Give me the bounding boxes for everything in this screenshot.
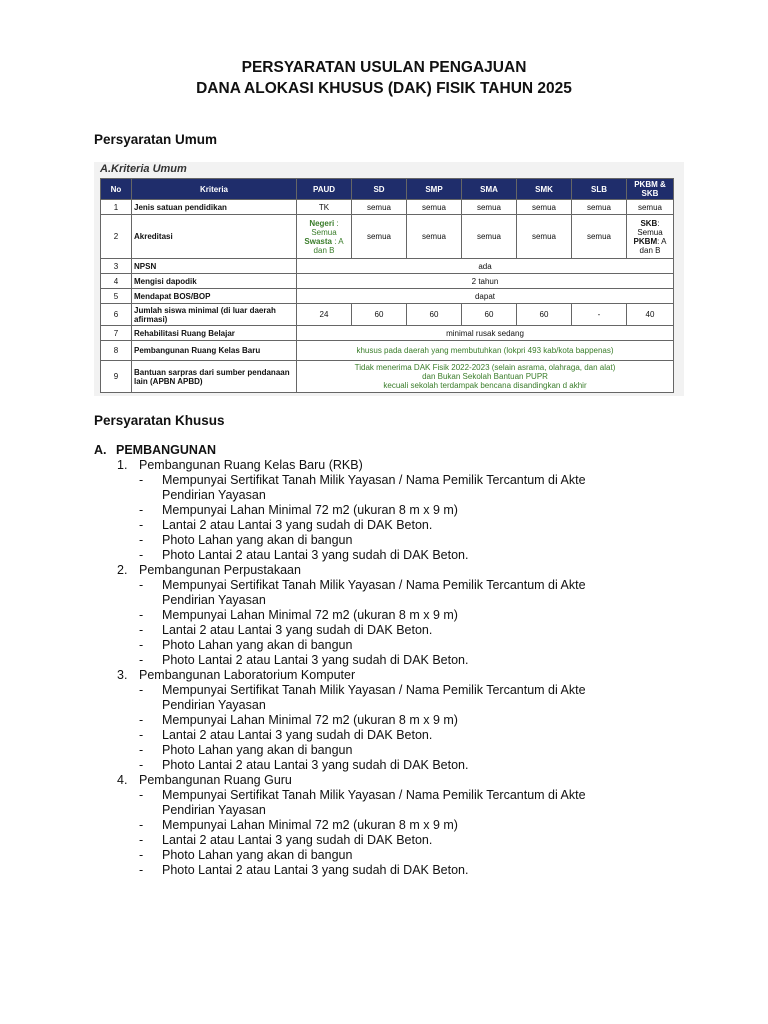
table-row [101, 289, 674, 304]
list-item-number [117, 458, 363, 473]
cell: 40 [627, 304, 674, 326]
cell: semua [407, 215, 462, 259]
requirement-continuation: Pendirian Yayasan [162, 698, 266, 712]
cell: 60 [517, 304, 572, 326]
section-label: A. [94, 443, 107, 457]
requirement: Photo Lahan yang akan di bangun [162, 533, 353, 547]
requirement: Lantai 2 atau Lantai 3 yang sudah di DAK Beton. [162, 518, 433, 532]
dash-bullet: - [139, 713, 144, 727]
item-number: 2. [117, 563, 128, 577]
cell: semua [462, 215, 517, 259]
cell: semua [407, 200, 462, 215]
item-title: Pembangunan Ruang Guru [139, 773, 292, 787]
requirement: Photo Lantai 2 atau Lantai 3 yang sudah di DAK Beton. [162, 653, 469, 667]
cell-span: minimal rusak sedang [297, 326, 674, 341]
cell-kriteria: Jenis satuan pendidikan [132, 200, 297, 215]
cell-span: ada [297, 259, 674, 274]
cell-no: 7 [101, 326, 132, 341]
cell-no: 3 [101, 259, 132, 274]
table-row [101, 200, 674, 215]
col-header: SMA [462, 179, 517, 200]
requirement-continuation: Pendirian Yayasan [162, 488, 266, 502]
dash-bullet: - [139, 788, 144, 802]
requirement: Mempunyai Sertifikat Tanah Milik Yayasan / Nama Pemilik Tercantum di Akte [162, 473, 586, 487]
requirement-continuation: Pendirian Yayasan [162, 803, 266, 817]
cell-span [297, 361, 674, 393]
dash-bullet: - [139, 473, 144, 487]
table-row [101, 341, 674, 361]
requirement: Lantai 2 atau Lantai 3 yang sudah di DAK Beton. [162, 623, 433, 637]
list-item [139, 503, 458, 518]
col-header: PKBM & SKB [627, 179, 674, 200]
requirement: Photo Lantai 2 atau Lantai 3 yang sudah di DAK Beton. [162, 548, 469, 562]
table-row [101, 259, 674, 274]
col-header: SMP [407, 179, 462, 200]
negeri-value: : Semua [311, 218, 339, 237]
list-item [139, 863, 468, 878]
requirement: Mempunyai Sertifikat Tanah Milik Yayasan / Nama Pemilik Tercantum di Akte [162, 578, 586, 592]
span-line: Tidak menerima DAK Fisik 2022-2023 (selain asrama, olahraga, dan alat) [354, 363, 616, 372]
cell-kriteria: NPSN [132, 259, 297, 274]
document-title-line2: DANA ALOKASI KHUSUS (DAK) FISIK TAHUN 2025 [196, 80, 572, 97]
item-title: Pembangunan Laboratorium Komputer [139, 668, 356, 682]
negeri-label: Negeri [309, 218, 335, 228]
cell: semua [517, 215, 572, 259]
list-item-number [117, 563, 301, 578]
requirement: Mempunyai Lahan Minimal 72 m2 (ukuran 8 m x 9 m) [162, 818, 458, 832]
list-item [139, 473, 586, 488]
dash-bullet: - [139, 548, 144, 562]
col-header: No [101, 179, 132, 200]
list-item [139, 608, 458, 623]
dash-bullet: - [139, 638, 144, 652]
cell-kriteria: Bantuan sarpras dari sumber pendanaan lain (APBN APBD) [132, 361, 297, 393]
requirement: Photo Lantai 2 atau Lantai 3 yang sudah di DAK Beton. [162, 758, 469, 772]
list-item [139, 518, 432, 533]
col-header: SMK [517, 179, 572, 200]
swasta-value: : A dan B [313, 236, 344, 255]
list-item [139, 578, 586, 593]
cell: semua [627, 200, 674, 215]
list-item [139, 728, 432, 743]
requirement: Photo Lahan yang akan di bangun [162, 743, 353, 757]
list-item [139, 788, 586, 803]
cell-no: 6 [101, 304, 132, 326]
skb-label: SKB [640, 218, 658, 228]
list-item [139, 548, 468, 563]
cell: TK [297, 200, 352, 215]
requirement: Mempunyai Lahan Minimal 72 m2 (ukuran 8 m x 9 m) [162, 503, 458, 517]
cell: semua [352, 200, 407, 215]
dash-bullet: - [139, 683, 144, 697]
dash-bullet: - [139, 653, 144, 667]
dash-bullet: - [139, 833, 144, 847]
cell: 60 [462, 304, 517, 326]
table-row [101, 304, 674, 326]
kriteria-umum-table-image [94, 162, 684, 396]
dash-bullet: - [139, 728, 144, 742]
requirement: Photo Lahan yang akan di bangun [162, 638, 353, 652]
cell: semua [572, 215, 627, 259]
requirement: Lantai 2 atau Lantai 3 yang sudah di DAK Beton. [162, 833, 433, 847]
cell: semua [462, 200, 517, 215]
cell-paud-akreditasi [297, 215, 352, 259]
list-item [139, 743, 352, 758]
cell-pkbm-akreditasi [627, 215, 674, 259]
table-header-row [101, 179, 674, 200]
col-header: Kriteria [132, 179, 297, 200]
heading-persyaratan-khusus: Persyaratan Khusus [94, 413, 225, 428]
cell: semua [517, 200, 572, 215]
cell-no: 2 [101, 215, 132, 259]
cell-no: 8 [101, 341, 132, 361]
list-item [139, 638, 352, 653]
span-line: dan Bukan Sekolah Bantuan PUPR [422, 372, 548, 381]
pkbm-label: PKBM [633, 236, 658, 246]
kriteria-umum-table [100, 178, 674, 393]
cell: 60 [352, 304, 407, 326]
requirement: Lantai 2 atau Lantai 3 yang sudah di DAK Beton. [162, 728, 433, 742]
requirement: Photo Lahan yang akan di bangun [162, 848, 353, 862]
col-header: SLB [572, 179, 627, 200]
cell-no: 1 [101, 200, 132, 215]
cell: - [572, 304, 627, 326]
cell: semua [352, 215, 407, 259]
item-number: 4. [117, 773, 128, 787]
cell-kriteria: Rehabilitasi Ruang Belajar [132, 326, 297, 341]
span-line: kecuali sekolah terdampak bencana disandingkan d akhir [383, 381, 587, 390]
dash-bullet: - [139, 743, 144, 757]
requirement: Mempunyai Sertifikat Tanah Milik Yayasan / Nama Pemilik Tercantum di Akte [162, 683, 586, 697]
list-item [139, 818, 458, 833]
list-item [139, 623, 432, 638]
list-item-number [117, 668, 355, 683]
cell-kriteria: Akreditasi [132, 215, 297, 259]
dash-bullet: - [139, 848, 144, 862]
dash-bullet: - [139, 623, 144, 637]
dash-bullet: - [139, 533, 144, 547]
cell: 24 [297, 304, 352, 326]
dash-bullet: - [139, 578, 144, 592]
cell-kriteria: Pembangunan Ruang Kelas Baru [132, 341, 297, 361]
cell-kriteria: Mengisi dapodik [132, 274, 297, 289]
section-title: PEMBANGUNAN [116, 443, 216, 457]
cell-span: khusus pada daerah yang membutuhkan (lokpri 493 kab/kota bappenas) [297, 341, 674, 361]
requirement: Photo Lantai 2 atau Lantai 3 yang sudah di DAK Beton. [162, 863, 469, 877]
requirement: Mempunyai Sertifikat Tanah Milik Yayasan / Nama Pemilik Tercantum di Akte [162, 788, 586, 802]
dash-bullet: - [139, 863, 144, 877]
table-row [101, 326, 674, 341]
cell-no: 5 [101, 289, 132, 304]
cell-span: 2 tahun [297, 274, 674, 289]
dash-bullet: - [139, 818, 144, 832]
cell: semua [572, 200, 627, 215]
document-title-line1: PERSYARATAN USULAN PENGAJUAN [241, 59, 527, 76]
table-row [101, 215, 674, 259]
section-heading [94, 443, 216, 458]
list-item [139, 683, 586, 698]
skb-value: : Semua [637, 218, 663, 237]
cell-span: dapat [297, 289, 674, 304]
requirement: Mempunyai Lahan Minimal 72 m2 (ukuran 8 m x 9 m) [162, 608, 458, 622]
col-header: PAUD [297, 179, 352, 200]
dash-bullet: - [139, 608, 144, 622]
cell-kriteria: Jumlah siswa minimal (di luar daerah afirmasi) [132, 304, 297, 326]
cell-no: 9 [101, 361, 132, 393]
list-item [139, 533, 352, 548]
list-item [139, 653, 468, 668]
item-number: 1. [117, 458, 128, 472]
col-header: SD [352, 179, 407, 200]
pkbm-value: : A dan B [639, 236, 667, 255]
item-number: 3. [117, 668, 128, 682]
table-row [101, 274, 674, 289]
table-caption: A.Kriteria Umum [100, 163, 187, 175]
item-title: Pembangunan Ruang Kelas Baru (RKB) [139, 458, 363, 472]
dash-bullet: - [139, 758, 144, 772]
list-item [139, 758, 468, 773]
dash-bullet: - [139, 503, 144, 517]
table-row [101, 361, 674, 393]
requirement: Mempunyai Lahan Minimal 72 m2 (ukuran 8 m x 9 m) [162, 713, 458, 727]
cell-no: 4 [101, 274, 132, 289]
heading-persyaratan-umum: Persyaratan Umum [94, 132, 218, 147]
list-item-number [117, 773, 292, 788]
requirement-continuation: Pendirian Yayasan [162, 593, 266, 607]
list-item [139, 713, 458, 728]
list-item [139, 833, 432, 848]
cell: 60 [407, 304, 462, 326]
item-title: Pembangunan Perpustakaan [139, 563, 301, 577]
list-item [139, 848, 352, 863]
cell-kriteria: Mendapat BOS/BOP [132, 289, 297, 304]
dash-bullet: - [139, 518, 144, 532]
swasta-label: Swasta [304, 236, 332, 246]
